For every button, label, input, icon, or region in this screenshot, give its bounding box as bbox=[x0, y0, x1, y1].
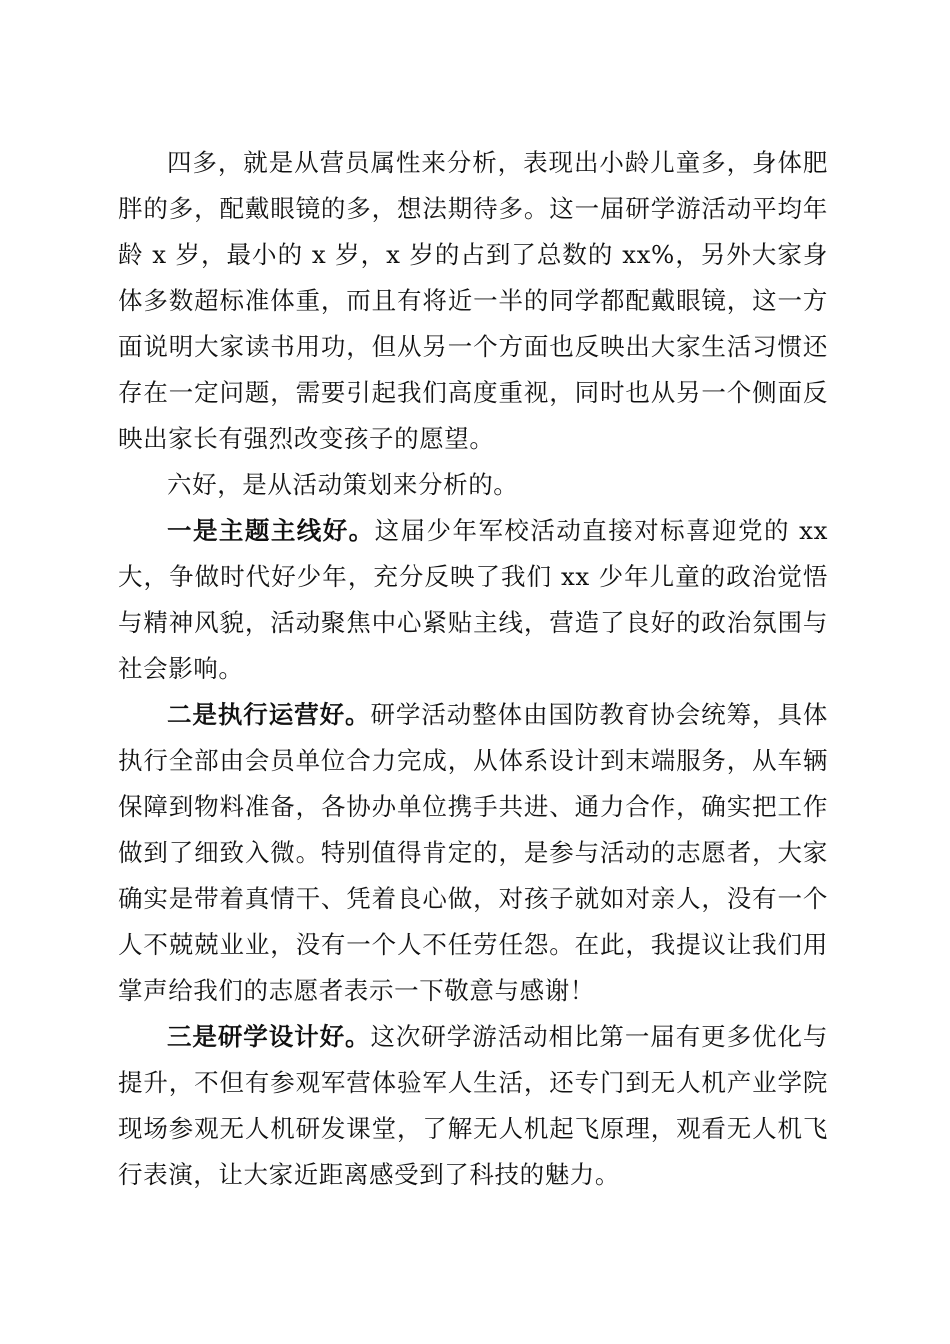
paragraph-six-good bbox=[118, 462, 828, 508]
paragraph-lead: 二是执行运营好。 bbox=[167, 700, 371, 729]
paragraph-lead: 一是主题主线好。 bbox=[167, 516, 375, 545]
paragraph-text: 六好，是从活动策划来分析的。 bbox=[167, 470, 519, 499]
paragraph-text: 这届少年军校活动直接对标喜迎党的 xx 大，争做时代好少年，充分反映了我们 xx 少年儿童的政治觉悟与精神风貌，活动聚焦中心紧贴主线，营造了良好的政治氛围与社会影响。 bbox=[118, 516, 828, 683]
paragraph-design bbox=[118, 1014, 828, 1198]
paragraph-text: 研学活动整体由国防教育协会统筹，具体执行全部由会员单位合力完成，从体系设计到末端服务，从车辆保障到物料准备，各协办单位携手共进、通力合作，确实把工作做到了细致入微。特别值得肯定的，是参与活动的志愿者，大家确实是带着真情干、凭着良心做，对孩子就如对亲人，没有一个人不兢兢业业，没有一个人不任劳任怨。在此，我提议让我们用掌声给我们的志愿者表示一下敬意与感谢！ bbox=[118, 700, 828, 1005]
document-body bbox=[118, 140, 828, 1198]
paragraph-lead: 三是研学设计好。 bbox=[167, 1022, 371, 1051]
paragraph-text: 四多，就是从营员属性来分析，表现出小龄儿童多，身体肥胖的多，配戴眼镜的多，想法期待多。这一届研学游活动平均年龄 x 岁，最小的 x 岁，x 岁的占到了总数的 xx%，另外大家身体多数超标准体重，而且有将近一半的同学都配戴眼镜，这一方面说明大家读书用功，但从另一个方面也反映出大家生活习惯还存在一定问题，需要引起我们高度重视，同时也从另一个侧面反映出家长有强烈改变孩子的愿望。 bbox=[118, 148, 828, 453]
paragraph-theme bbox=[118, 508, 828, 692]
paragraph-four-more bbox=[118, 140, 828, 462]
paragraph-operation bbox=[118, 692, 828, 1014]
paragraph-text: 这次研学游活动相比第一届有更多优化与提升，不但有参观军营体验军人生活，还专门到无人机产业学院现场参观无人机研发课堂，了解无人机起飞原理，观看无人机飞行表演，让大家近距离感受到了科技的魅力。 bbox=[118, 1022, 828, 1189]
